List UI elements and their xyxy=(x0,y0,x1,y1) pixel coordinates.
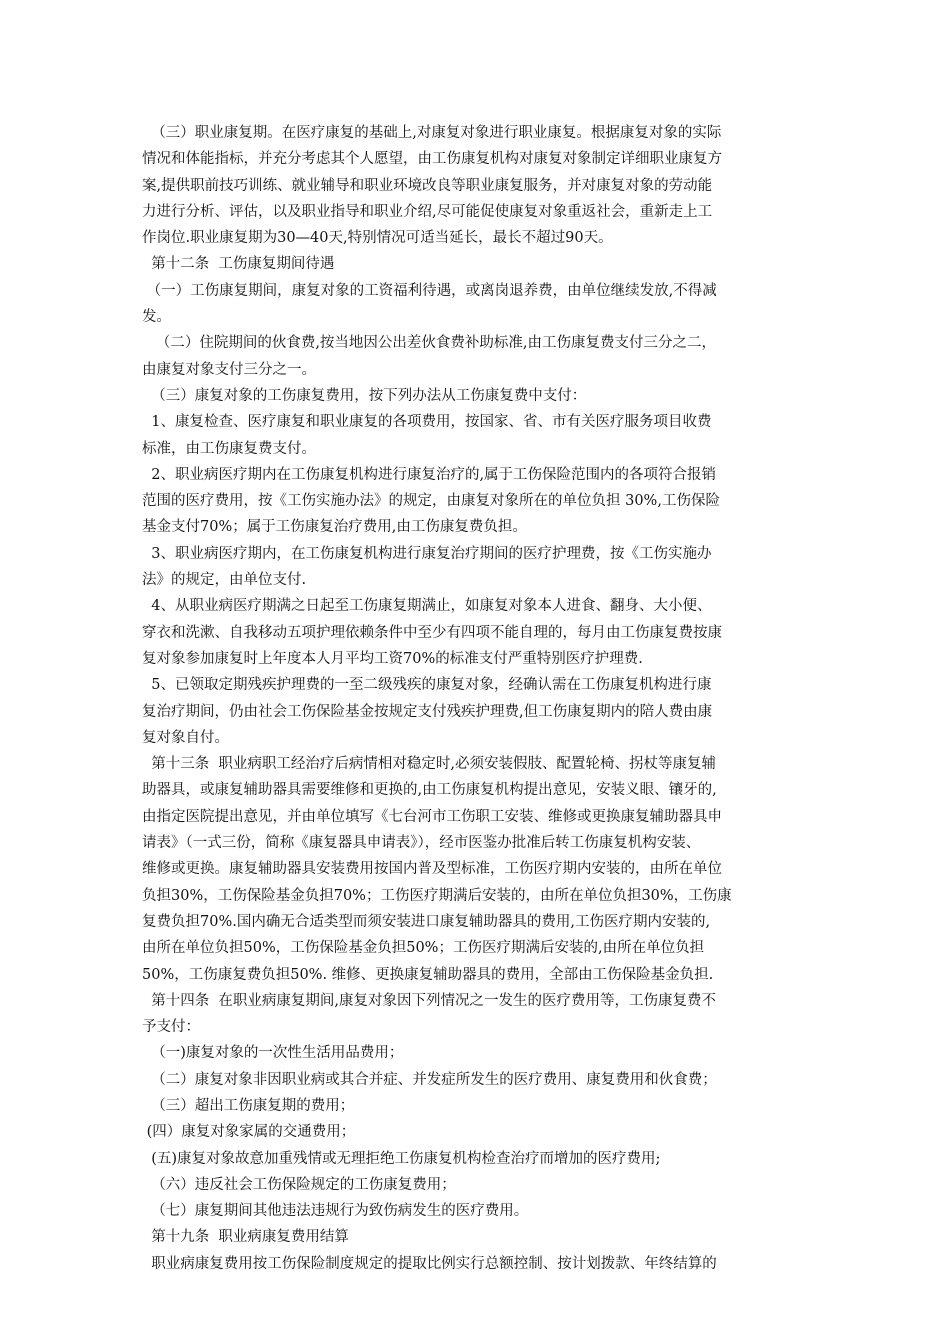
text-line: 维修或更换。康复辅助器具安装费用按国内普及型标准，工伤医疗期内安装的，由所在单位 xyxy=(142,861,722,878)
text-line: 基金支付70%；属于工伤康复治疗费用,由工伤康复费负担。 xyxy=(142,519,527,536)
text-line: 复对象自付。 xyxy=(142,729,229,746)
text-line: 案,提供职前技巧训练、就业辅导和职业环境改良等职业康复服务，并对康复对象的劳动能 xyxy=(142,177,713,194)
text-line: 法》的规定，由单位支付. xyxy=(142,572,307,589)
list-item: （一)康复对象的一次性生活用品费用； xyxy=(142,1045,404,1062)
list-item: （二）康复对象非因职业病或其合并症、并发症所发生的医疗费用、康复费用和伙食费； xyxy=(142,1071,717,1088)
section-heading: 第十三条 职业病职工经治疗后病情相对稳定时,必须安装假肢、配置轮椅、拐杖等康复辅 xyxy=(142,756,717,773)
text-line: （二）住院期间的伙食费,按当地因公出差伙食费补助标准,由工伤康复费支付三分之二， xyxy=(142,335,717,352)
text-line: 发。 xyxy=(142,309,171,326)
text-line: 标准，由工伤康复费支付。 xyxy=(142,440,316,457)
section-heading: 第十九条 职业病康复费用结算 xyxy=(142,1229,349,1246)
text-line: 5、已领取定期残疾护理费的一至二级残疾的康复对象，经确认需在工伤康复机构进行康 xyxy=(142,677,712,694)
text-line: 1、康复检查、医疗康复和职业康复的各项费用，按国家、省、市有关医疗服务项目收费 xyxy=(142,414,712,431)
text-line: 50%，工伤康复费负担50%. 维修、更换康复辅助器具的费用，全部由工伤保险基金负担. xyxy=(142,966,714,983)
document-body xyxy=(142,120,822,1277)
text-line: 3、职业病医疗期内，在工伤康复机构进行康复治疗期间的医疗护理费，按《工伤实施办 xyxy=(142,545,712,562)
text-line: （一）工伤康复期间，康复对象的工资福利待遇，或离岗退养费，由单位继续发放,不得减 xyxy=(142,282,717,299)
list-item: （三）超出工伤康复期的费用； xyxy=(142,1097,355,1114)
text-line: 4、从职业病医疗期满之日起至工伤康复期满止，如康复对象本人进食、翻身、大小便、 xyxy=(142,598,712,615)
text-line: 由康复对象支付三分之一。 xyxy=(142,361,316,378)
text-line: 复治疗期间，仍由社会工伤保险基金按规定支付残疾护理费,但工伤康复期内的陪人费由康 xyxy=(142,703,713,720)
text-line: 情况和体能指标，并充分考虑其个人愿望，由工伤康复机构对康复对象制定详细职业康复方 xyxy=(142,151,722,168)
text-line: （三）职业康复期。在医疗康复的基础上,对康复对象进行职业康复。根据康复对象的实际 xyxy=(142,125,722,141)
text-line: 助器具，或康复辅助器具需要维修和更换的,由工伤康复机构提出意见，安装义眼、镶牙的, xyxy=(142,782,717,799)
list-item: (四）康复对象家属的交通费用； xyxy=(142,1124,356,1141)
list-item: （七）康复期间其他违法违规行为致伤病发生的医疗费用。 xyxy=(142,1203,529,1220)
text-line: 职业病康复费用按工伤保险制度规定的提取比例实行总额控制、按计划拨款、年终结算的 xyxy=(142,1255,717,1272)
text-line: 作岗位.职业康复期为30—40天,特别情况可适当延长，最长不超过90天。 xyxy=(142,230,613,247)
text-line: 予支付： xyxy=(142,1019,200,1036)
text-line: 请表》（一式三份，简称《康复器具申请表》），经市医鉴办批准后转工伤康复机构安装、 xyxy=(142,835,701,852)
section-heading: 第十四条 在职业病康复期间,康复对象因下列情况之一发生的医疗费用等，工伤康复费不 xyxy=(142,992,717,1009)
text-line: 范围的医疗费用，按《工伤实施办法》的规定，由康复对象所在的单位负担 30%,工伤保险 xyxy=(142,493,720,510)
text-line: 穿衣和洗漱、自我移动五项护理依赖条件中至少有四项不能自理的，每月由工伤康复费按康 xyxy=(142,624,722,641)
text-line: 由所在单位负担50%，工伤保险基金负担50%；工伤医疗期满后安装的,由所在单位负担 xyxy=(142,940,705,957)
text-line: 复对象参加康复时上年度本人月平均工资70%的标准支付严重特别医疗护理费. xyxy=(142,650,643,667)
list-item: （六）违反社会工伤保险规定的工伤康复费用； xyxy=(142,1176,456,1193)
text-line: 力进行分析、评估，以及职业指导和职业介绍,尽可能促使康复对象重返社会，重新走上工 xyxy=(142,203,713,220)
text-line: 负担30%，工伤保险基金负担70%；工伤医疗期满后安装的，由所在单位负担30%，工伤康 xyxy=(142,887,732,904)
text-line: 2、职业病医疗期内在工伤康复机构进行康复治疗的,属于工伤保险范围内的各项符合报销 xyxy=(142,466,717,483)
list-item: (五)康复对象故意加重残情或无理拒绝工伤康复机构检查治疗而增加的医疗费用; xyxy=(142,1150,661,1167)
text-line: 复费负担70%.国内确无合适类型而须安装进口康复辅助器具的费用,工伤医疗期内安装的, xyxy=(142,913,711,930)
section-heading: 第十二条 工伤康复期间待遇 xyxy=(142,256,335,273)
text-line: （三）康复对象的工伤康复费用，按下列办法从工伤康复费中支付： xyxy=(142,387,587,404)
text-line: 由指定医院提出意见，并由单位填写《七台河市工伤职工安装、维修或更换康复辅助器具申 xyxy=(142,808,722,825)
